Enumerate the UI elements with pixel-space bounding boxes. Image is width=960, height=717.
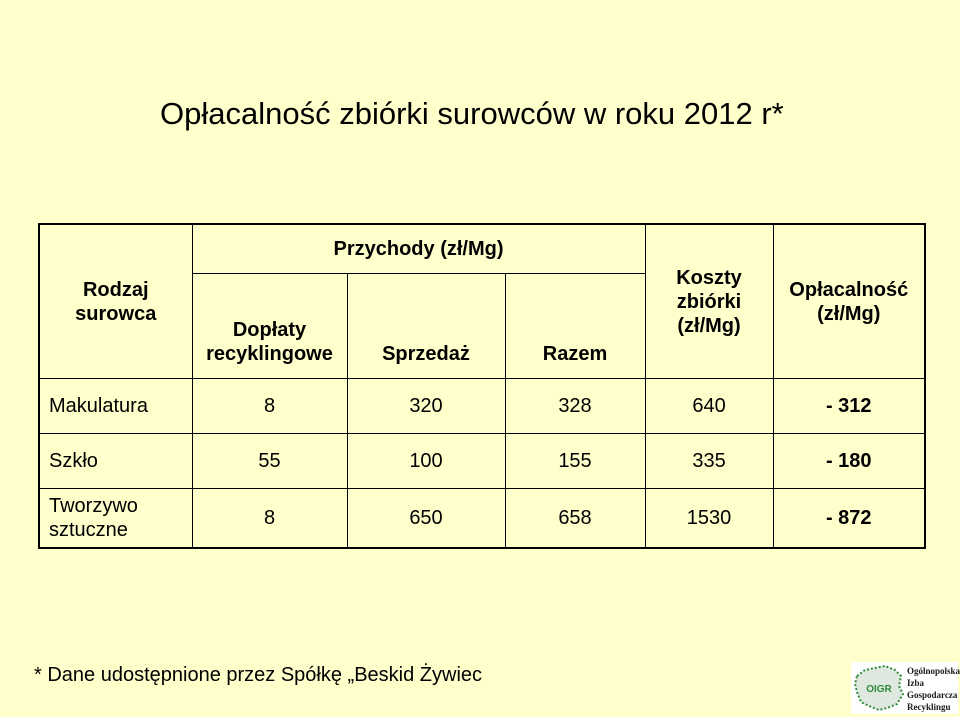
cell-costs: 640 [645, 379, 773, 434]
cell-profitability: - 180 [773, 434, 925, 489]
cell-material: Szkło [39, 434, 192, 489]
cell-total: 658 [505, 489, 645, 549]
logo-abbr: OIGR [866, 684, 892, 695]
header-profitability: Opłacalność (zł/Mg) [773, 224, 925, 379]
table-row [39, 434, 925, 489]
table-row [39, 379, 925, 434]
cell-costs: 335 [645, 434, 773, 489]
cell-total: 328 [505, 379, 645, 434]
cell-material: Tworzywo sztuczne [39, 489, 192, 549]
slide-title: Opłacalność zbiórki surowców w roku 2012 r* [160, 96, 784, 131]
footnote: * Dane udostępnione przez Spółkę „Beskid Żywiec [34, 664, 483, 686]
table-row [39, 489, 925, 549]
logo-text: Ogólnopolska Izba Gospodarcza Recyklingu [907, 666, 960, 712]
cell-costs: 1530 [645, 489, 773, 549]
cell-sales: 100 [347, 434, 505, 489]
header-collection-costs: Koszty zbiórki (zł/Mg) [645, 224, 773, 379]
oigr-logo [851, 662, 958, 714]
cell-sales: 650 [347, 489, 505, 549]
header-material-type: Rodzaj surowca [39, 224, 192, 379]
cell-profitability: - 872 [773, 489, 925, 549]
poland-map-icon [851, 662, 907, 714]
cell-material: Makulatura [39, 379, 192, 434]
cell-subsidies: 8 [192, 489, 347, 549]
cell-sales: 320 [347, 379, 505, 434]
cell-profitability: - 312 [773, 379, 925, 434]
header-revenue-group: Przychody (zł/Mg) [192, 224, 645, 274]
profitability-table [38, 223, 926, 549]
cell-subsidies: 8 [192, 379, 347, 434]
header-sales: Sprzedaż [347, 274, 505, 379]
cell-total: 155 [505, 434, 645, 489]
header-recycling-subsidies: Dopłaty recyklingowe [192, 274, 347, 379]
cell-subsidies: 55 [192, 434, 347, 489]
header-total: Razem [505, 274, 645, 379]
